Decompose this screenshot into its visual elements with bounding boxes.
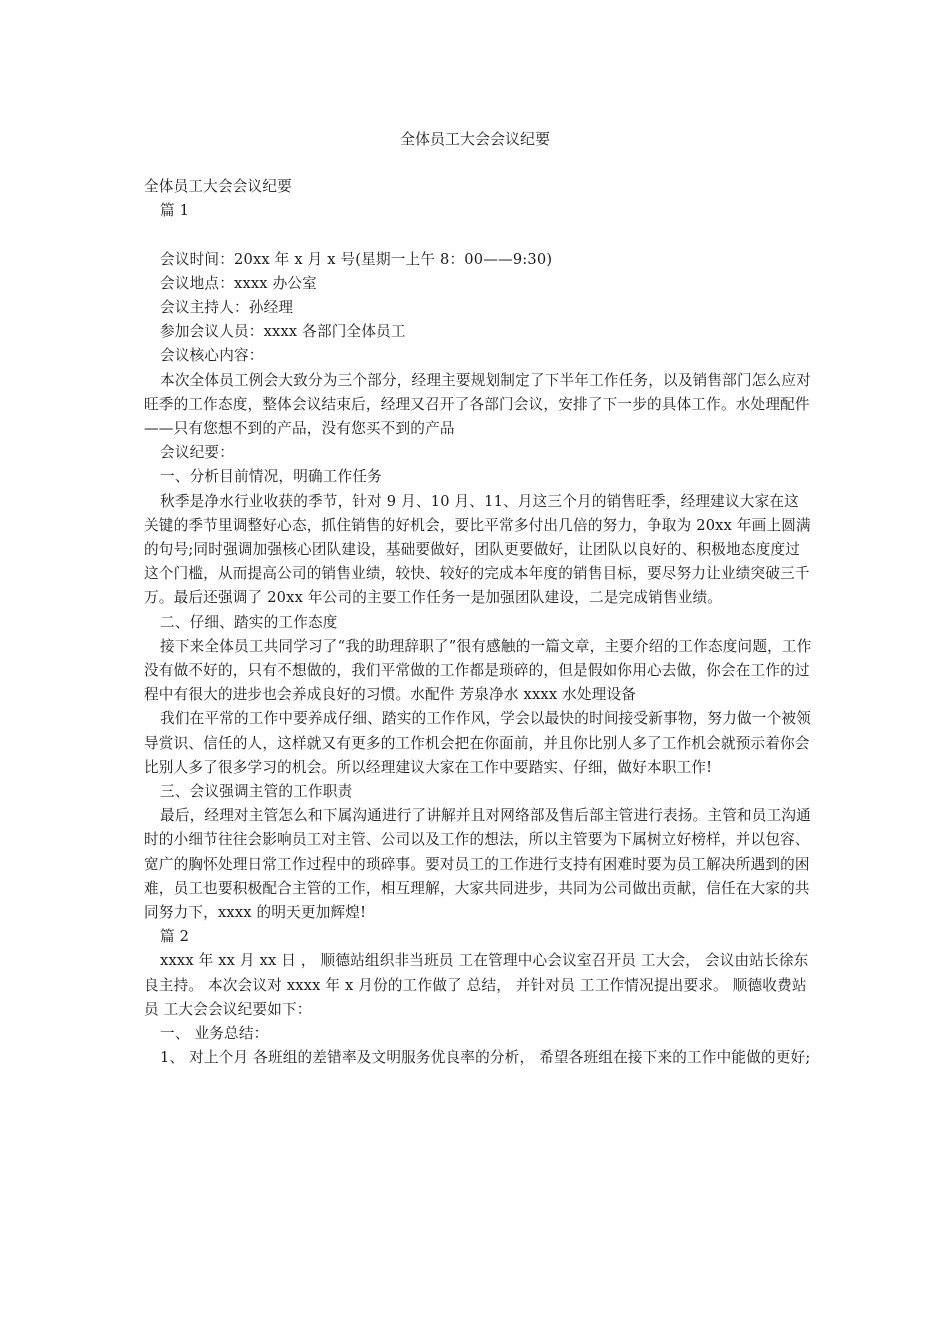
heading-business-summary: 一、 业务总结： [160,1025,269,1043]
paragraph-section-3: 最后，经理对主管怎么和下属沟通进行了讲解并且对网络部及售后部主管进行表扬。主管和员工沟通时的小细节往往会影响员工对主管、公司以及工作的想法，所以主管要为下属树立好榜样，并以包容、宽广的胸怀处理日常工作过程中的琐碎事。要对员工的工作进行支持有困难时要为员工解决所遇到的困难，员工也要积极配合主管的工作，相互理解，大家共同进步，共同为公司做出贡献，信任在大家的共同努力下，xxxx 的明天更加辉煌! [144,807,811,922]
blank-line [144,223,812,247]
meeting-core-label: 会议核心内容： [160,347,264,365]
paragraph-section-2a: 接下来全体员工共同学习了“我的助理辞职了”很有感触的一篇文章，主要介绍的工作态度问题，工作没有做不好的，只有不想做的，我们平常做的工作都是琐碎的，但是假如你用心去做，你会在工作的过程中有很大的进步也会养成良好的习惯。水配件 芳泉净水 xxxx 水处理设备 [144,637,812,704]
section-label-part2: 篇 2 [160,928,190,946]
document-title: 全体员工大会会议纪要 [399,130,550,148]
heading-section-3: 三、会议强调主管的工作职责 [160,783,353,801]
meeting-attendees: 参加会议人员：xxxx 各部门全体员工 [160,323,406,341]
section-label-part1: 篇 1 [160,202,190,220]
document-body [144,175,812,1071]
meeting-location: 会议地点：xxxx 办公室 [160,274,317,292]
meeting-time: 会议时间：20xx 年 x 月 x 号(星期一上午 8：00——9:30) [160,250,553,268]
meeting-host: 会议主持人：孙经理 [160,299,294,316]
minutes-label: 会议纪要： [160,444,235,462]
paragraph-section-1: 秋季是净水行业收获的季节，针对 9 月、10 月、11、月这三个月的销售旺季，经理建议大家在这关键的季节里调整好心态，抓住销售的好机会，要比平常多付出几倍的努力，争取为 20xx 年画上圆满的句号;同时强调加强核心团队建设，基础要做好，团队更要做好，让团队以良好的、积极地态度度过这个门槛，从而提高公司的销售业绩，较快、较好的完成本年度的销售目标，要尽努力让业绩突破三千万。最后还强调了 20xx 年公司的主要工作任务一是加强团队建设，二是完成销售业绩。 [144,492,811,607]
paragraph-overview: 本次全体员工例会大致分为三个部分，经理主要规划制定了下半年工作任务，以及销售部门怎么应对旺季的工作态度，整体会议结束后，经理又召开了各部门会议，安排了下一步的具体工作。水处理配件——只有您想不到的产品，没有您买不到的产品 [144,371,811,438]
heading-section-1: 一、分析目前情况，明确工作任务 [160,468,382,486]
paragraph-business-item-1: 1、 对上个月 各班组的差错率及文明服务优良率的分析， 希望各班组在接下来的工作中能做的更好; [160,1049,811,1067]
heading-section-2: 二、仔细、踏实的工作态度 [160,613,338,631]
paragraph-part2-intro: xxxx 年 xx 月 xx 日 ， 顺德站组织非当班员 工在管理中心会议室召开员 工大会， 会议由站长徐东良主持。 本次会议对 xxxx 年 x 月份的工作做了 总结， 并针对员 工工作情况提出要求。 顺德收费站员 工大会会议纪要如下： [144,952,809,1018]
paragraph-section-2b: 我们在平常的工作中要养成仔细、踏实的工作作风，学会以最快的时间接受新事物，努力做一个被领导赏识、信任的人，这样就又有更多的工作机会把在你面前，并且你比别人多了工作机会就预示着你会比别人多了很多学习的机会。所以经理建议大家在工作中要踏实、仔细，做好本职工作! [144,710,811,776]
body-heading: 全体员工大会会议纪要 [144,178,292,195]
